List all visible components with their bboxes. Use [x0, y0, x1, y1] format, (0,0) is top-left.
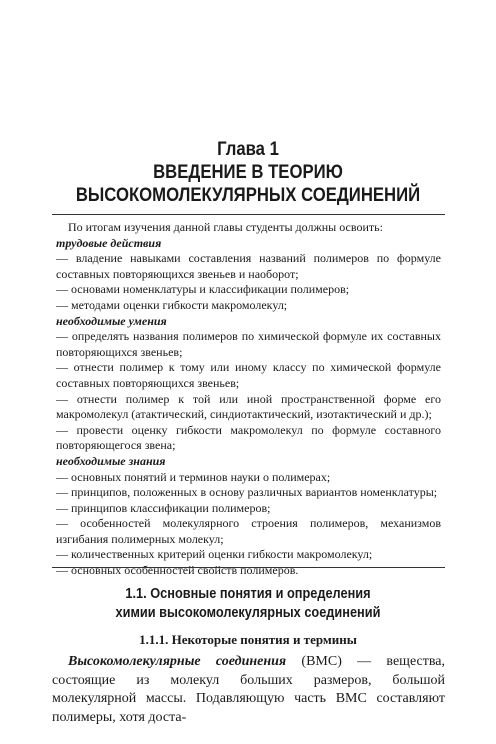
objectives-heading-actions: трудовые действия	[56, 235, 162, 250]
body-text	[52, 653, 445, 727]
objective-item: — владение навыками составления названий полимеров по формуле составных повторяющихся звеньев и наоборот;	[56, 251, 441, 281]
defined-term: Высокомолекулярные соединения	[68, 654, 287, 669]
objective-item: — принципов, положенных в основу различных вариантов номенклатуры;	[56, 485, 438, 500]
section-title-line2: химии высокомолекулярных соединений	[115, 605, 381, 621]
objective-item: — определять названия полимеров по химической формуле их составных повторяющихся звеньев;	[56, 329, 441, 359]
objective-item: — основами номенклатуры и классификации полимеров;	[56, 282, 350, 297]
subsection-heading: 1.1.1. Некоторые понятия и термины	[139, 632, 357, 647]
objectives-heading-skills: необходимые умения	[56, 313, 167, 328]
objective-item: — отнести полимер к той или иной пространственной форме его макромолекул (атактический, синдиотактический, изотактический и др.);	[56, 391, 441, 422]
chapter-title-line1: ВВЕДЕНИЕ В ТЕОРИЮ	[153, 162, 343, 183]
body-paragraph-text: (ВМС) — вещества, состоящие из молекул больших размеров, большой молекулярной массы. Подавляющую часть ВМС составляют полимеры, хотя доста-	[52, 654, 445, 725]
objective-item: — количественных критерий оценки гибкости макромолекул;	[56, 547, 373, 562]
learning-objectives	[56, 220, 441, 579]
objective-item: — отнести полимер к тому или иному классу по химической формуле составных повторяющихся звеньев;	[56, 360, 441, 390]
section-heading	[30, 585, 466, 623]
objectives-top-rule	[52, 214, 445, 215]
body-paragraph	[52, 653, 445, 727]
objective-item: — методами оценки гибкости макромолекул;	[56, 297, 288, 312]
objective-item: — особенностей молекулярного строения полимеров, механизмов изгибания полимерных молекул;	[56, 516, 441, 546]
objective-item: — основных особенностей свойств полимеров.	[56, 563, 299, 578]
objective-item: — основных понятий и терминов науки о полимерах;	[56, 469, 331, 484]
chapter-heading	[30, 138, 466, 207]
objective-item: — провести оценку гибкости макромолекул по формуле составного повторяющегося звена;	[56, 422, 441, 453]
section-title-line1: 1.1. Основные понятия и определения	[125, 586, 371, 602]
objectives-intro: По итогам изучения данной главы студенты должны освоить:	[68, 220, 383, 234]
objectives-bottom-rule	[52, 567, 445, 568]
chapter-title-line2: ВЫСОКОМОЛЕКУЛЯРНЫХ СОЕДИНЕНИЙ	[75, 185, 421, 206]
objective-item: — принципов классификации полимеров;	[56, 500, 271, 515]
objectives-heading-knowledge: необходимые знания	[56, 453, 166, 468]
chapter-label: Глава 1	[217, 139, 279, 160]
